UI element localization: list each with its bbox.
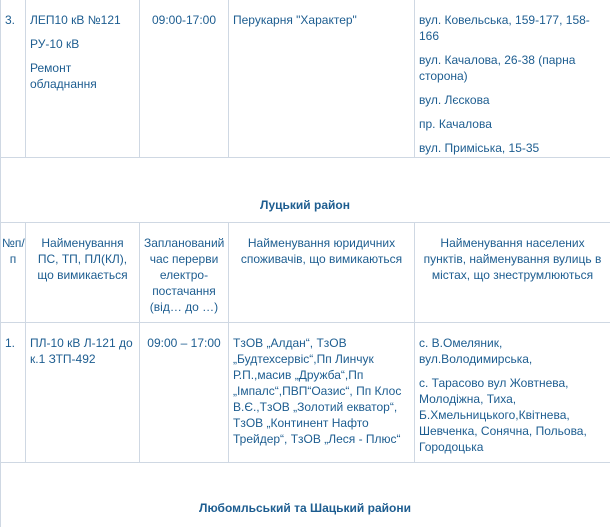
section-title-lutsk: Луцький район [260, 198, 350, 212]
time-cell [140, 323, 229, 462]
consumers-cell [229, 0, 415, 157]
outage-time: 09:00-17:00 [151, 13, 217, 27]
row-number-cell [0, 0, 26, 157]
substation-name: РУ-10 кВ [30, 37, 80, 51]
object-name: ПЛ-10 кВ Л-121 до к.1 ЗТП-492 [30, 336, 133, 366]
header-consumers: Найменування юридичних споживачів, що вимикаються [229, 223, 415, 322]
header-time: Запланований час перерви електро-постачання (від… до …) [140, 223, 229, 322]
street-item: вул. Приміська, 15-35 [419, 141, 540, 155]
table-header-row [0, 223, 610, 322]
section-band [0, 463, 610, 527]
settlements-cell [415, 323, 610, 462]
consumer-list: ТзОВ „Алдан“, ТзОВ „Будтехсервіс“,Пп Линчук Р.П.,масив „Дружба“,Пп „Імпалс“,ПВП“Оазис“, Пп Клос В.Є.,ТзОВ „Золотий екватор“, ТзОВ „Континент Нафто Трейдер“, ТзОВ „Леся - Плюс“ [233, 336, 402, 446]
header-object: Найменування ПС, ТП, ПЛ(КЛ), що вимикається [26, 223, 140, 322]
street-item: пр. Качалова [419, 117, 492, 131]
time-cell [140, 0, 229, 157]
table-row-1 [0, 323, 610, 462]
consumers-cell [229, 323, 415, 462]
object-cell [26, 0, 140, 157]
row-number: 3. [5, 13, 16, 27]
header-num: №п/п [0, 223, 26, 322]
table-row-3 [0, 0, 610, 157]
work-reason: Ремонт обладнання [30, 61, 97, 91]
row-number: 1. [5, 336, 16, 350]
header-settlements: Найменування населених пунктів, найменування вулиць в містах, що знеструмлюються [423, 236, 602, 282]
consumer-list: Перукарня "Характер" [233, 13, 357, 27]
line-name: ЛЕП10 кВ №121 [30, 13, 121, 27]
streets-cell [415, 0, 610, 157]
outage-time: 09:00 – 17:00 [147, 336, 221, 350]
street-item: вул. Ковельська, 159-177, 158-166 [419, 13, 590, 43]
row-number-cell [0, 323, 26, 462]
settlement-item: с. В.Омеляник, вул.Володимирська, [419, 336, 533, 366]
section-title-lyuboml: Любомльський та Шацький райони [199, 501, 411, 515]
settlement-item: с. Тарасово вул Жовтнева, Молодіжна, Тиха, Б.Хмельницького,Квітнева, Шевченка, Сонячна, Польова, Городоцька [419, 376, 587, 454]
object-cell [26, 323, 140, 462]
street-item: вул. Качалова, 26-38 (парна сторона) [419, 53, 576, 83]
street-item: вул. Лєскова [419, 93, 490, 107]
